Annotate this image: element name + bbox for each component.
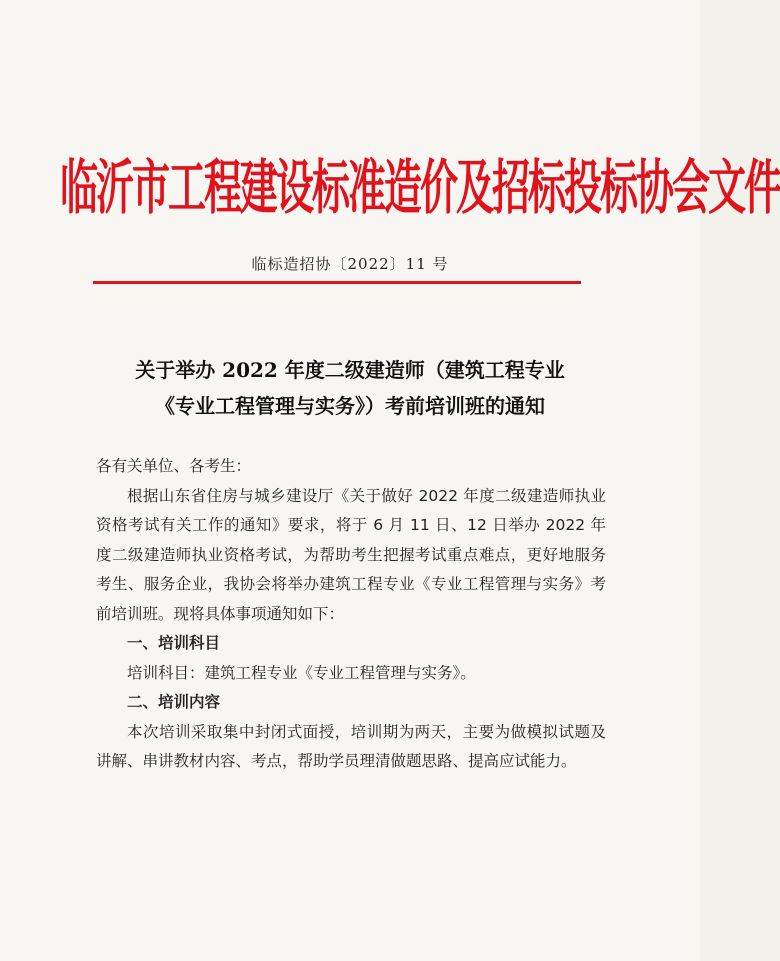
intro-paragraph: 根据山东省住房与城乡建设厅《关于做好 2022 年度二级建造师执业资格考试有关工作的通知》要求，将于 6 月 11 日、12 日举办 2022 年度二级建造师执业资格考试，为帮助考生把握考试重点难点，更好地服务考生、服务企业，我协会将举办建筑工程专业《专业工程管理与实务》考前培训班。现将具体事项通知如下：	[96, 486, 606, 623]
section-text-subject: 培训科目：建筑工程专业《专业工程管理与实务》。	[127, 663, 476, 682]
salutation: 各有关单位、各考生：	[96, 457, 252, 475]
section-text-content: 本次培训采取集中封闭式面授，培训期为两天，主要为做模拟试题及讲解、串讲教材内容、考点，帮助学员理清做题思路、提高应试能力。	[96, 722, 606, 770]
notice-title	[60, 352, 640, 424]
section-heading-content: 二、培训内容	[127, 693, 221, 711]
masthead-title: 临沂市工程建设标准造价及招标投标协会文件	[60, 153, 780, 223]
red-divider-line	[93, 281, 581, 284]
notice-title-line-2: 《专业工程管理与实务》）考前培训班的通知	[155, 394, 545, 418]
document-number: 临标造招协〔2022〕11 号	[251, 255, 449, 273]
notice-title-line-1: 关于举办 2022 年度二级建造师（建筑工程专业	[135, 358, 565, 382]
section-heading-subject: 一、培训科目	[127, 634, 221, 652]
notice-body	[96, 452, 606, 777]
